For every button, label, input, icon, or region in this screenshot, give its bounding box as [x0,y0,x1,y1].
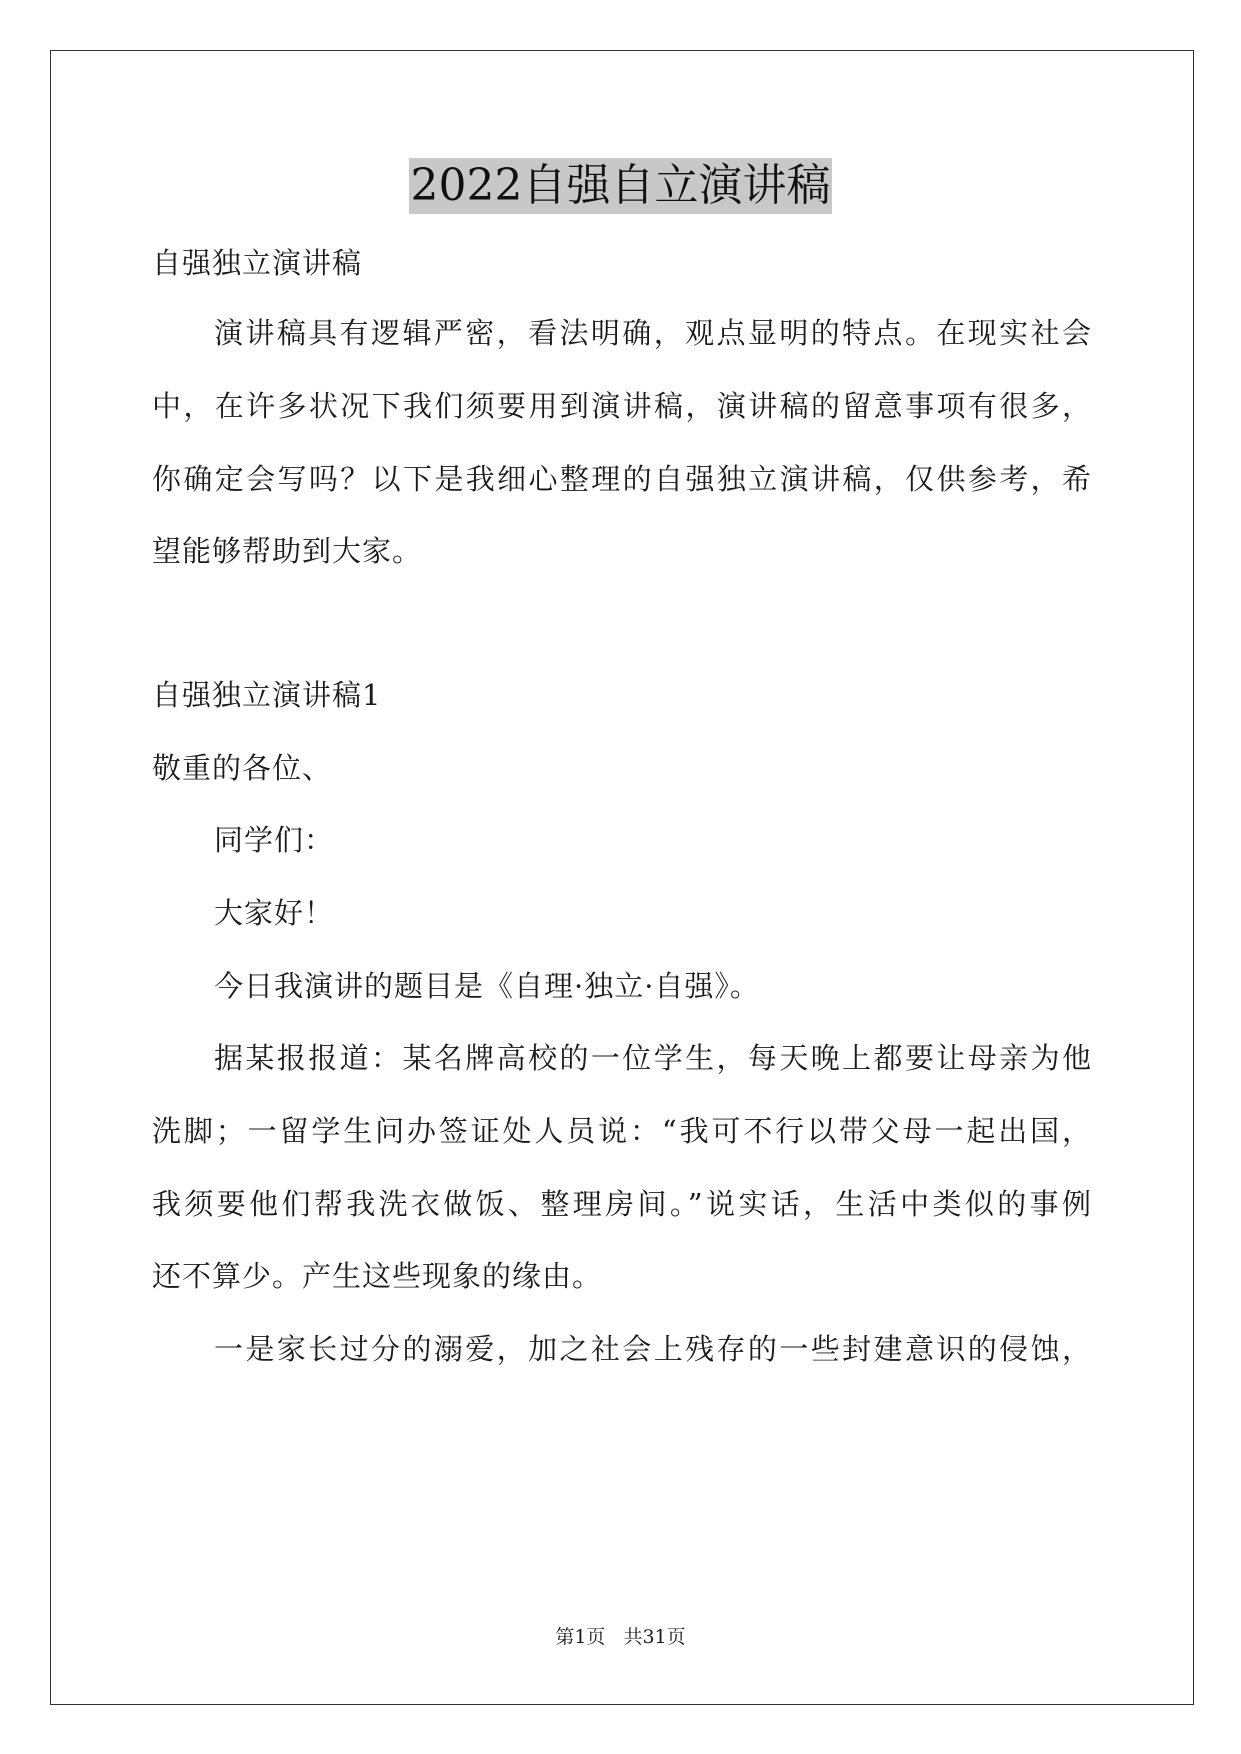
document-title: 2022自强自立演讲稿 [409,158,833,214]
paragraph-line: 演讲稿具有逻辑严密，看法明确，观点显明的特点。在现实社会 [214,316,1092,350]
paragraph-line: 我须要他们帮我洗衣做饭、整理房间。”说实话，生活中类似的事例 [152,1187,1092,1221]
paragraph-line: 一是家长过分的溺爱，加之社会上残存的一些封建意识的侵蚀， [214,1332,1092,1366]
subtitle-line: 自强独立演讲稿 [152,246,363,280]
paragraph-line: 你确定会写吗？以下是我细心整理的自强独立演讲稿，仅供参考，希 [152,462,1092,496]
paragraph-line: 还不算少。产生这些现象的缘由。 [152,1259,603,1293]
paragraph-line: 据某报报道：某名牌高校的一位学生，每天晚上都要让母亲为他 [214,1041,1092,1075]
page-border [50,50,1194,1705]
total-pages: 共31页 [623,1626,686,1648]
section-heading: 自强独立演讲稿1 [152,678,382,712]
greeting-line: 大家好！ [214,896,335,930]
paragraph-line: 望能够帮助到大家。 [152,534,423,568]
page-number: 第1页 [555,1626,606,1648]
paragraph-line: 中，在许多状况下我们须要用到演讲稿，演讲稿的留意事项有很多， [152,389,1092,423]
page-footer [0,1624,1241,1650]
salutation-line: 敬重的各位、 [152,751,333,785]
salutation-line: 同学们： [214,823,335,857]
title-wrap [0,158,1241,214]
paragraph-line: 今日我演讲的题目是《自理·独立·自强》。 [214,969,760,1003]
paragraph-line: 洗脚；一留学生问办签证处人员说：“我可不行以带父母一起出国， [152,1114,1092,1148]
